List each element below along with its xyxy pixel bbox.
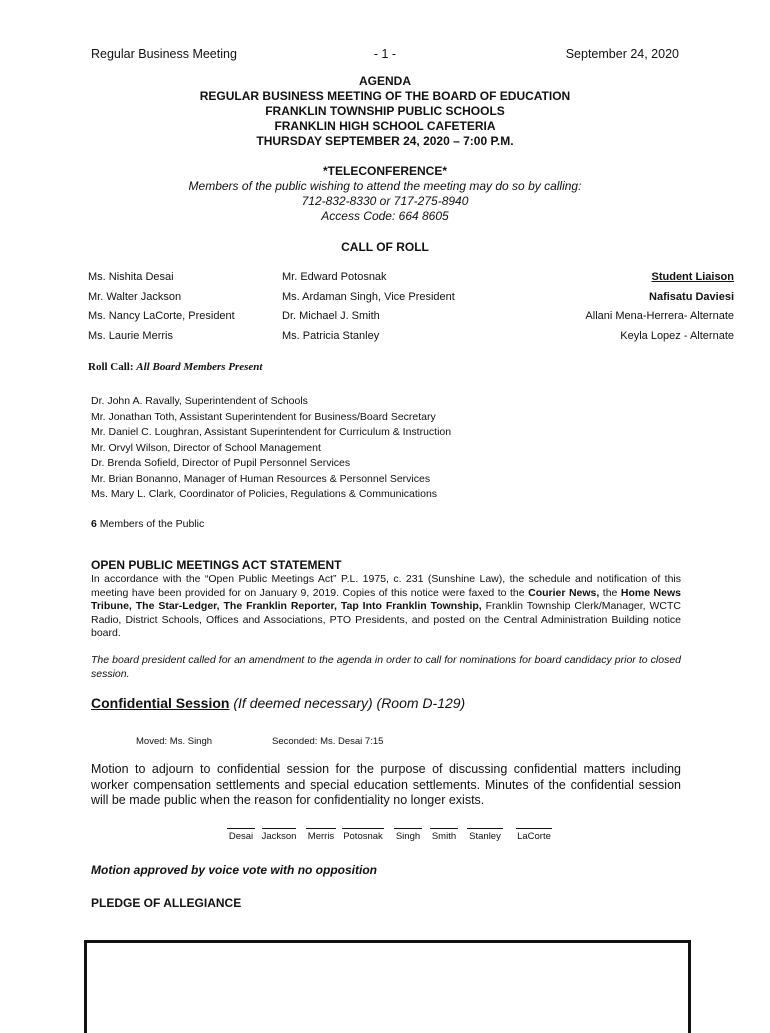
- vote-jackson: [259, 828, 299, 842]
- teleconference-heading: *TELECONFERENCE*: [322, 164, 447, 178]
- title-line: AGENDA: [358, 74, 411, 88]
- public-count-label: Members of the Public: [96, 518, 205, 530]
- student-liaison-heading: Student Liaison: [651, 271, 734, 283]
- pledge-heading: PLEDGE OF ALLEGIANCE: [91, 896, 242, 910]
- staff-member: Mr. Daniel C. Loughran, Assistant Superintendent for Curriculum & Instruction: [91, 426, 452, 438]
- seconded-by: Seconded: Ms. Desai 7:15: [272, 736, 384, 747]
- public-count-number: 6: [91, 518, 97, 530]
- vote-name: Jackson: [261, 831, 297, 842]
- vote-name: Merris: [307, 831, 335, 842]
- amendment-note: The board president called for an amendment to the agenda in order to call for nominations for board candidacy prior to closed session.: [91, 654, 681, 680]
- vote-name: LaCorte: [517, 831, 551, 842]
- vote-merris: [303, 828, 339, 842]
- roll-call: [88, 361, 262, 373]
- header-date: September 24, 2020: [565, 47, 679, 61]
- vote-line: [227, 828, 255, 829]
- student-liaison: Nafisatu Daviesi: [649, 290, 734, 303]
- vote-line: [306, 828, 336, 829]
- vote-line: [342, 828, 384, 829]
- vote-potosnak: [340, 828, 386, 842]
- confidential-motion: Motion to adjourn to confidential session for the purpose of discussing confidential matters including worker compensation settlements and special education settlements. Minutes of the confidential session will be made public when the reason for confidentiality no longer exists.: [91, 762, 681, 807]
- vote-line: [516, 828, 552, 829]
- header-left: Regular Business Meeting: [91, 47, 237, 61]
- vote-name: Potosnak: [343, 831, 383, 842]
- teleconference-block: [0, 164, 770, 224]
- roll-member: Ms. Ardaman Singh, Vice President: [282, 290, 455, 303]
- student-alternate: Allani Mena-Herrera- Alternate: [585, 310, 734, 322]
- staff-list: [91, 394, 451, 503]
- roll-member: Mr. Edward Potosnak: [282, 271, 387, 283]
- motion-result: Motion approved by voice vote with no opposition: [91, 863, 378, 877]
- roll-member: Ms. Laurie Merris: [88, 329, 173, 342]
- confidential-heading: [91, 695, 465, 711]
- title-line: FRANKLIN TOWNSHIP PUBLIC SCHOOLS: [265, 104, 505, 118]
- vote-line: [262, 828, 296, 829]
- agenda-title: [0, 74, 770, 149]
- call-of-roll-heading: CALL OF ROLL: [341, 240, 429, 254]
- teleconference-phone: 712-832-8330 or 717-275-8940: [301, 194, 469, 208]
- vote-name: Stanley: [469, 831, 501, 842]
- title-line: REGULAR BUSINESS MEETING OF THE BOARD OF EDUCATION: [199, 89, 571, 103]
- staff-member: Dr. Brenda Sofield, Director of Pupil Personnel Services: [91, 457, 351, 469]
- staff-member: Mr. Orvyl Wilson, Director of School Management: [91, 441, 321, 454]
- opma-heading: OPEN PUBLIC MEETINGS ACT STATEMENT: [91, 558, 342, 572]
- staff-member: Mr. Brian Bonanno, Manager of Human Resources & Personnel Services: [91, 472, 431, 485]
- roll-member: Ms. Nancy LaCorte, President: [88, 310, 235, 322]
- title-line: THURSDAY SEPTEMBER 24, 2020 – 7:00 P.M.: [256, 134, 514, 148]
- vote-name: Singh: [395, 831, 421, 842]
- moved-by: Moved: Ms. Singh: [136, 736, 213, 747]
- opma-bold: Home News Tribune, The Star-Ledger, The Franklin Reporter, Tap Into Franklin Township,: [91, 586, 681, 612]
- teleconference-line: Members of the public wishing to attend the meeting may do so by calling:: [188, 179, 582, 193]
- public-count: [91, 518, 204, 530]
- bottom-box: [84, 940, 691, 1033]
- opma-bold: Courier News,: [528, 586, 600, 599]
- vote-line: [394, 828, 422, 829]
- student-alternate: Keyla Lopez - Alternate: [620, 329, 734, 342]
- vote-line: [467, 828, 503, 829]
- page-number: - 1 -: [373, 47, 397, 61]
- opma-text: the: [599, 586, 621, 599]
- opma-text: Franklin Township Clerk/Manager, WCTC Radio, District Schools, Offices and Associations, PTO Presidents, and posted on the Central Administration Building notice board.: [91, 600, 681, 639]
- staff-member: Ms. Mary L. Clark, Coordinator of Policies, Regulations & Communications: [91, 488, 438, 500]
- opma-text: In accordance with the “Open Public Meetings Act” P.L. 1975, c. 231 (Sunshine Law), the schedule and notification of this meeting have been provided for on January 9, 2019. Copies of this notice were faxed to the: [91, 573, 681, 599]
- staff-member: Dr. John A. Ravally, Superintendent of Schools: [91, 395, 308, 407]
- roll-call-label: Roll Call:: [88, 361, 134, 373]
- roll-call-value: All Board Members Present: [136, 361, 263, 373]
- vote-singh: [392, 828, 424, 842]
- roll-member: Mr. Walter Jackson: [88, 290, 182, 303]
- vote-stanley: [465, 828, 505, 842]
- confidential-title: Confidential Session: [91, 695, 230, 711]
- teleconference-code: Access Code: 664 8605: [321, 209, 449, 223]
- confidential-note: (If deemed necessary) (Room D-129): [229, 695, 466, 711]
- opma-statement: [91, 573, 681, 641]
- vote-desai: [226, 828, 256, 842]
- vote-lacorte: [512, 828, 556, 842]
- roll-member: Ms. Patricia Stanley: [282, 329, 380, 342]
- vote-name: Desai: [228, 831, 254, 842]
- vote-name: Smith: [431, 831, 457, 842]
- title-line: FRANKLIN HIGH SCHOOL CAFETERIA: [274, 119, 496, 133]
- roll-col-2: [282, 271, 455, 349]
- vote-smith: [428, 828, 460, 842]
- staff-member: Mr. Jonathan Toth, Assistant Superintendent for Business/Board Secretary: [91, 410, 436, 423]
- roll-col-3: [585, 271, 734, 349]
- roll-member: Ms. Nishita Desai: [88, 271, 174, 283]
- roll-member: Dr. Michael J. Smith: [282, 310, 380, 322]
- roll-col-1: [88, 271, 235, 349]
- vote-line: [430, 828, 458, 829]
